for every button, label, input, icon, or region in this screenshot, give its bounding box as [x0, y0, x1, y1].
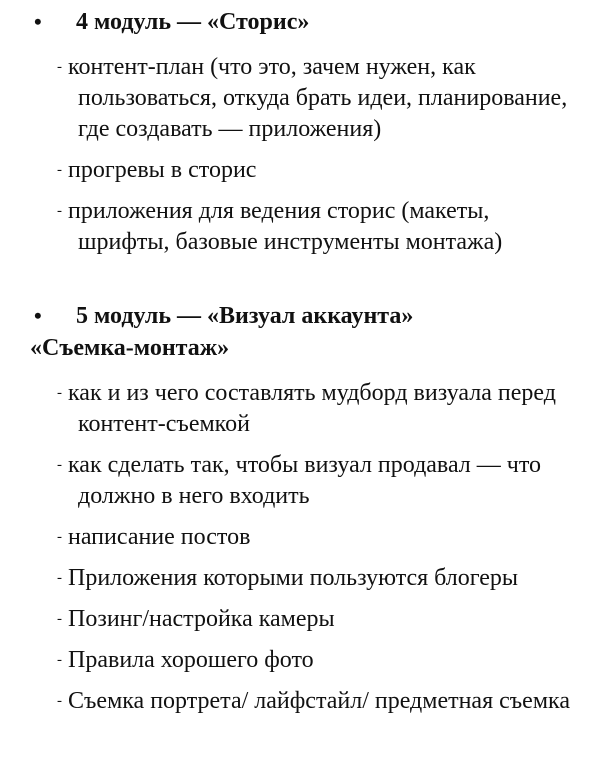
list-item-text: Позинг/настройка камеры [68, 606, 335, 632]
list-item-text: написание постов [68, 524, 251, 550]
dash-marker: - [57, 611, 62, 627]
module-5-items [0, 378, 600, 717]
list-item-text: Съемка портрета/ лайфстайл/ предметная съемка [68, 688, 570, 714]
module-5-subtitle-text: «Съемка-монтаж» [30, 335, 230, 361]
list-item [0, 155, 600, 186]
dash-marker: - [57, 570, 62, 586]
list-item-text: Правила хорошего фото [68, 647, 314, 673]
dash-marker: - [57, 385, 62, 401]
bullet-icon: • [34, 303, 42, 328]
list-item [0, 52, 600, 145]
module-4-section [0, 6, 600, 268]
list-item [0, 604, 600, 635]
list-item [0, 522, 600, 553]
dash-marker: - [57, 59, 62, 75]
list-item [0, 450, 600, 512]
module-5-title-text: 5 модуль — «Визуал аккаунта» [76, 303, 414, 329]
list-item-text: как и из чего составлять мудборд визуала перед контент-съемкой [68, 380, 556, 437]
bullet-icon: • [34, 9, 42, 34]
list-item [0, 378, 600, 440]
list-item [0, 563, 600, 594]
list-item [0, 686, 600, 717]
list-item [0, 196, 600, 258]
dash-marker: - [57, 652, 62, 668]
list-item-text: приложения для ведения сторис (макеты, шрифты, базовые инструменты монтажа) [68, 198, 503, 255]
dash-marker: - [57, 203, 62, 219]
list-item-text: Приложения которыми пользуются блогеры [68, 565, 519, 591]
dash-marker: - [57, 162, 62, 178]
module-5-section [0, 300, 600, 727]
dash-marker: - [57, 529, 62, 545]
module-4-title-text: 4 модуль — «Сторис» [76, 9, 310, 35]
list-item-text: прогревы в сторис [68, 157, 257, 183]
module-4-title [0, 6, 600, 38]
list-item [0, 645, 600, 676]
module-5-title [0, 300, 600, 364]
list-item-text: как сделать так, чтобы визуал продавал — что должно в него входить [68, 452, 542, 509]
dash-marker: - [57, 693, 62, 709]
list-item-text: контент-план (что это, зачем нужен, как пользоваться, откуда брать идеи, планирование, где создавать — приложения) [68, 54, 568, 142]
dash-marker: - [57, 457, 62, 473]
module-4-items [0, 52, 600, 258]
